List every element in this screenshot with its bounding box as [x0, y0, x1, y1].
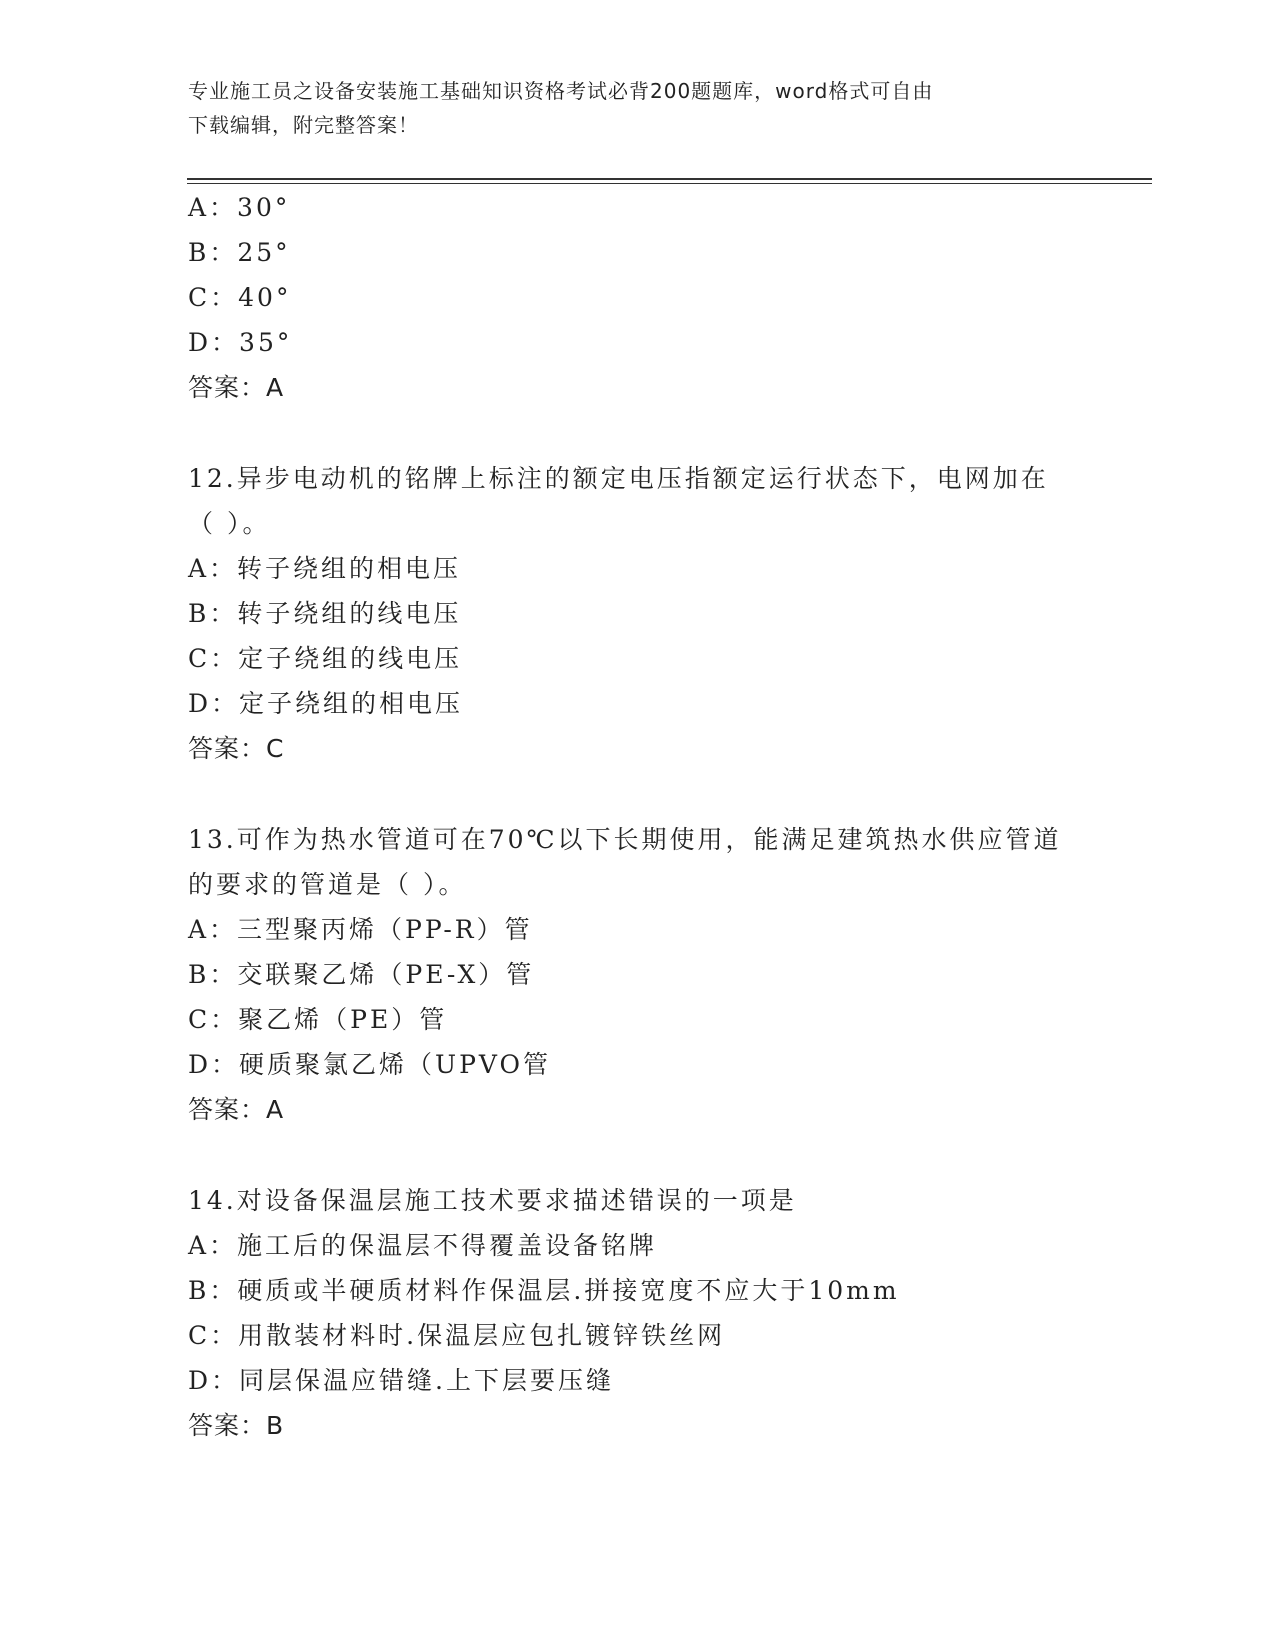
- header-line-1: 专业施工员之设备安装施工基础知识资格考试必背200题题库，word格式可自由: [188, 79, 934, 103]
- q12-answer: 答案：C: [188, 734, 285, 763]
- header-divider-thin: [187, 183, 1152, 184]
- q14-option-a: A：施工后的保温层不得覆盖设备铭牌: [188, 1231, 658, 1260]
- q12-option-a: A：转子绕组的相电压: [188, 554, 462, 583]
- q12-option-c: C：定子绕组的线电压: [188, 644, 463, 673]
- q11-answer: 答案：A: [188, 373, 285, 402]
- header-line-2: 下载编辑，附完整答案！: [188, 113, 419, 137]
- document-header: [188, 74, 1068, 142]
- q12-option-b: B：转子绕组的线电压: [188, 599, 462, 628]
- q13-stem-line-2: 的要求的管道是（ ）。: [188, 870, 467, 899]
- header-divider: [187, 178, 1152, 180]
- q13-option-c: C：聚乙烯（PE）管: [188, 1005, 448, 1034]
- q12-stem-line-2: （ ）。: [188, 509, 271, 538]
- q11-option-d: D：35°: [188, 328, 293, 357]
- q14-option-c: C：用散装材料时.保温层应包扎镀锌铁丝网: [188, 1321, 726, 1350]
- q12-option-d: D：定子绕组的相电压: [188, 689, 464, 718]
- q12-stem-line-1: 12.异步电动机的铭牌上标注的额定电压指额定运行状态下，电网加在: [188, 464, 1049, 493]
- q11-option-a: A：30°: [188, 193, 291, 222]
- q11-option-c: C：40°: [188, 283, 292, 312]
- q11-option-b: B：25°: [188, 238, 291, 267]
- q13-stem-line-1: 13.可作为热水管道可在70℃以下长期使用，能满足建筑热水供应管道: [188, 825, 1062, 854]
- q14-option-d: D：同层保温应错缝.上下层要压缝: [188, 1366, 614, 1395]
- q13-option-b: B：交联聚乙烯（PE-X）管: [188, 960, 535, 989]
- q13-option-d: D：硬质聚氯乙烯（UPVO管: [188, 1050, 552, 1079]
- q13-option-a: A：三型聚丙烯（PP-R）管: [188, 915, 533, 944]
- q14-option-b: B：硬质或半硬质材料作保温层.拼接宽度不应大于10mm: [188, 1276, 900, 1305]
- q13-answer: 答案：A: [188, 1095, 285, 1124]
- q14-stem-line-1: 14.对设备保温层施工技术要求描述错误的一项是: [188, 1186, 797, 1215]
- q14-answer: 答案：B: [188, 1411, 285, 1440]
